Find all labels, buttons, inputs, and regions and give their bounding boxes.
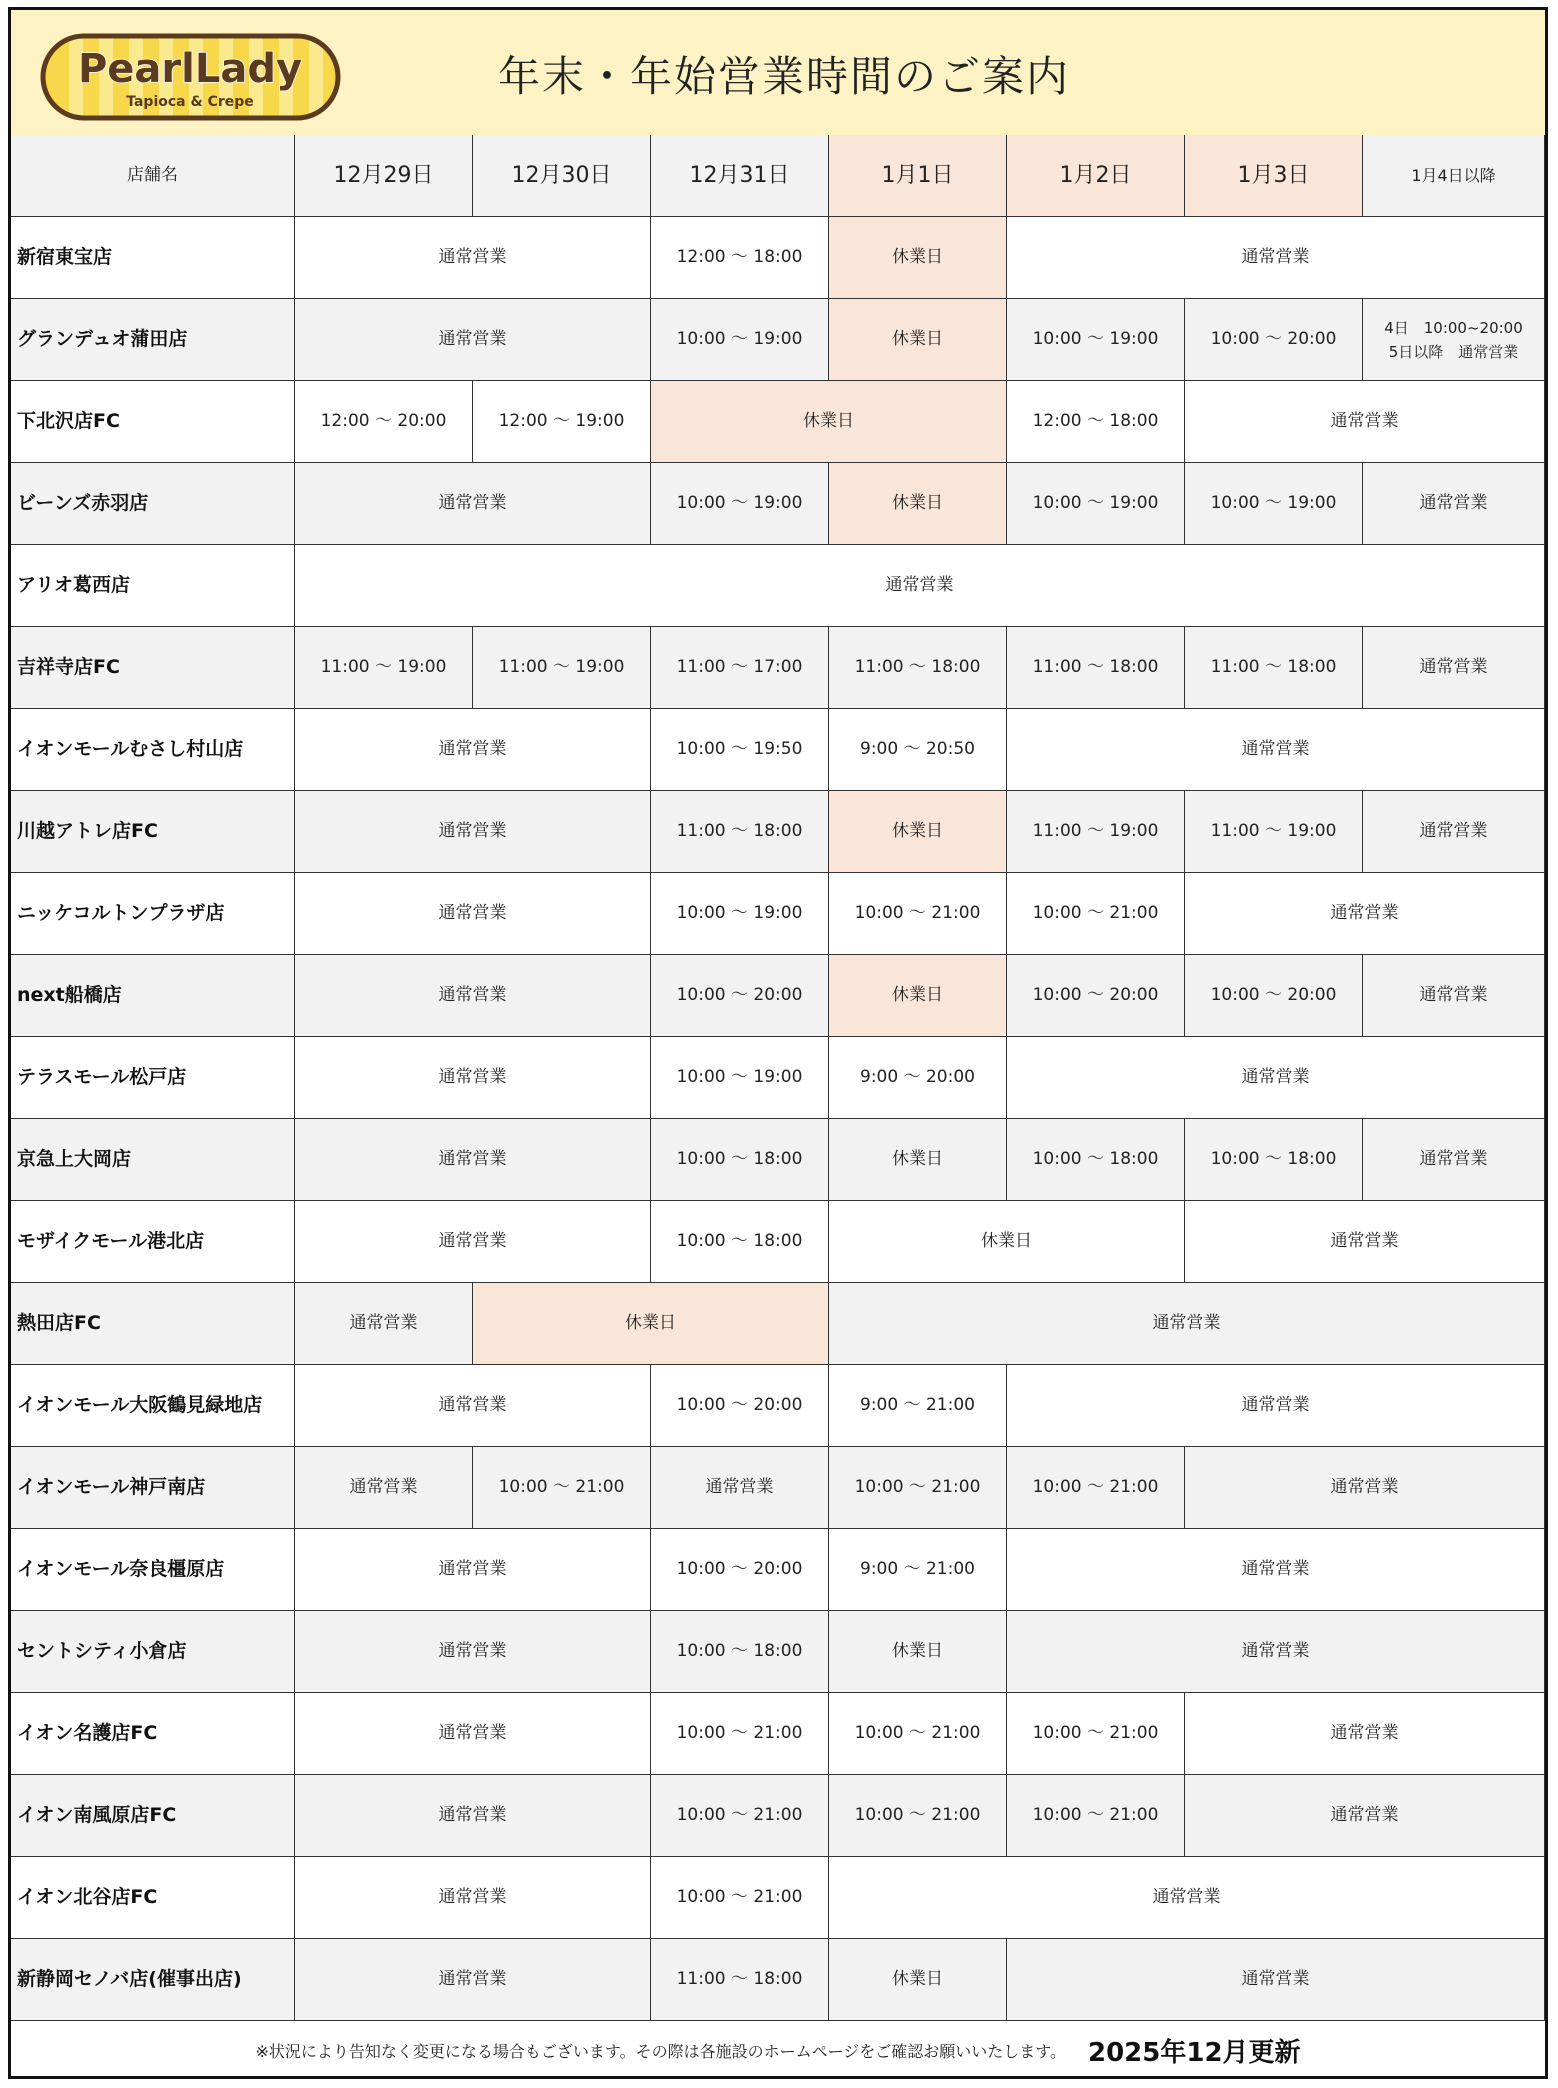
store-name: 新宿東宝店 [11, 217, 295, 299]
hours-cell: 通常営業 [829, 1283, 1545, 1365]
hours-cell: 通常営業 [1363, 463, 1545, 545]
hours-cell: 12:00 ～ 20:00 [295, 381, 473, 463]
closed-day-cell: 休業日 [829, 955, 1007, 1037]
hours-cell: 通常営業 [295, 299, 651, 381]
store-name: イオン名護店FC [11, 1693, 295, 1775]
pearl-lady-logo [39, 32, 342, 122]
hours-cell: 10:00 ～ 21:00 [651, 1857, 829, 1939]
hours-cell: 通常営業 [295, 1529, 651, 1611]
closed-day-cell: 休業日 [473, 1283, 829, 1365]
store-name: イオンモール奈良橿原店 [11, 1529, 295, 1611]
hours-cell: 9:00 ～ 21:00 [829, 1365, 1007, 1447]
hours-cell: 11:00 ～ 18:00 [1185, 627, 1363, 709]
hours-cell: 11:00 ～ 19:00 [1007, 791, 1185, 873]
closed-day-cell: 休業日 [651, 381, 1007, 463]
hours-cell: 12:00 ～ 18:00 [651, 217, 829, 299]
hours-cell: 通常営業 [295, 217, 651, 299]
column-header-date: 12月29日 [295, 135, 473, 217]
store-name: 京急上大岡店 [11, 1119, 295, 1201]
hours-cell: 通常営業 [1363, 955, 1545, 1037]
hours-cell: 通常営業 [1185, 381, 1545, 463]
hours-cell: 通常営業 [295, 1857, 651, 1939]
hours-cell: 10:00 ～ 20:00 [651, 955, 829, 1037]
hours-cell: 休業日 [829, 1119, 1007, 1201]
hours-cell: 通常営業 [1185, 873, 1545, 955]
hours-cell: 休業日 [829, 1611, 1007, 1693]
hours-cell: 通常営業 [295, 1283, 473, 1365]
hours-cell: 10:00 ～ 19:00 [651, 873, 829, 955]
hours-cell: 10:00 ～ 21:00 [651, 1775, 829, 1857]
column-header-store: 店舗名 [11, 135, 295, 217]
hours-cell: 通常営業 [1007, 1611, 1545, 1693]
hours-cell: 通常営業 [295, 791, 651, 873]
hours-cell: 通常営業 [295, 1939, 651, 2021]
store-name: ニッケコルトンプラザ店 [11, 873, 295, 955]
hours-cell: 通常営業 [295, 709, 651, 791]
hours-cell: 通常営業 [829, 1857, 1545, 1939]
hours-cell: 10:00 ～ 19:00 [651, 463, 829, 545]
hours-cell: 通常営業 [1007, 1529, 1545, 1611]
hours-cell: 通常営業 [1363, 1119, 1545, 1201]
hours-cell: 11:00 ～ 18:00 [1007, 627, 1185, 709]
hours-cell: 10:00 ～ 21:00 [651, 1693, 829, 1775]
hours-cell: 11:00 ～ 17:00 [651, 627, 829, 709]
hours-cell: 10:00 ～ 20:00 [651, 1365, 829, 1447]
store-name: 下北沢店FC [11, 381, 295, 463]
hours-cell: 12:00 ～ 19:00 [473, 381, 651, 463]
hours-cell: 11:00 ～ 18:00 [651, 1939, 829, 2021]
hours-cell: 10:00 ～ 20:00 [1007, 955, 1185, 1037]
hours-cell: 10:00 ～ 19:50 [651, 709, 829, 791]
hours-cell: 12:00 ～ 18:00 [1007, 381, 1185, 463]
footer-note: ※状況により告知なく変更になる場合もございます。その際は各施設のホームページをご確認お願いいたします。 [255, 2042, 1066, 2061]
schedule-sheet [8, 7, 1548, 2079]
hours-cell: 10:00 ～ 19:00 [1007, 299, 1185, 381]
store-name: モザイクモール港北店 [11, 1201, 295, 1283]
hours-cell: 休業日 [829, 1939, 1007, 2021]
hours-cell: 10:00 ～ 19:00 [1007, 463, 1185, 545]
hours-cell: 9:00 ～ 20:00 [829, 1037, 1007, 1119]
store-name: テラスモール松戸店 [11, 1037, 295, 1119]
hours-cell: 10:00 ～ 18:00 [651, 1611, 829, 1693]
hours-cell: 10:00 ～ 19:00 [651, 299, 829, 381]
store-name: イオンモール神戸南店 [11, 1447, 295, 1529]
hours-cell: 通常営業 [295, 1611, 651, 1693]
page-header [11, 10, 1545, 137]
hours-cell: 11:00 ～ 18:00 [829, 627, 1007, 709]
hours-cell: 11:00 ～ 18:00 [651, 791, 829, 873]
hours-cell: 通常営業 [1007, 1037, 1545, 1119]
hours-cell: 11:00 ～ 19:00 [473, 627, 651, 709]
store-name: イオンモール大阪鶴見緑地店 [11, 1365, 295, 1447]
column-header-date: 1月2日 [1007, 135, 1185, 217]
hours-cell: 10:00 ～ 18:00 [1185, 1119, 1363, 1201]
hours-cell: 10:00 ～ 21:00 [1007, 1775, 1185, 1857]
closed-day-cell: 休業日 [829, 791, 1007, 873]
hours-cell: 10:00 ～ 20:00 [1185, 955, 1363, 1037]
hours-cell: 10:00 ～ 18:00 [651, 1119, 829, 1201]
store-name: イオン北谷店FC [11, 1857, 295, 1939]
hours-cell: 通常営業 [1363, 791, 1545, 873]
hours-cell: 通常営業 [651, 1447, 829, 1529]
hours-cell: 通常営業 [295, 1201, 651, 1283]
hours-cell: 10:00 ～ 21:00 [1007, 873, 1185, 955]
hours-cell: 休業日 [829, 1201, 1185, 1283]
hours-cell: 9:00 ～ 21:00 [829, 1529, 1007, 1611]
hours-cell: 10:00 ～ 18:00 [1007, 1119, 1185, 1201]
hours-cell: 通常営業 [1007, 1365, 1545, 1447]
hours-cell: 通常営業 [1007, 709, 1545, 791]
store-name: ビーンズ赤羽店 [11, 463, 295, 545]
updated-date: 2025年12月更新 [1087, 2038, 1301, 2068]
hours-cell: 10:00 ～ 19:00 [1185, 463, 1363, 545]
column-header-date: 12月31日 [651, 135, 829, 217]
hours-cell [1363, 299, 1545, 381]
page-footer [11, 2025, 1545, 2076]
hours-line: 4日 10:00~20:00 [1384, 318, 1523, 337]
logo-text: PearlLady [77, 46, 303, 92]
store-name: イオン南風原店FC [11, 1775, 295, 1857]
hours-cell: 通常営業 [1007, 217, 1545, 299]
closed-day-cell: 休業日 [829, 463, 1007, 545]
column-header-date: 1月1日 [829, 135, 1007, 217]
hours-cell: 10:00 〜 18:00 [651, 1201, 829, 1283]
page-title: 年末・年始営業時間のご案内 [498, 52, 1071, 101]
hours-cell: 10:00 ～ 21:00 [473, 1447, 651, 1529]
hours-cell: 10:00 ～ 21:00 [829, 873, 1007, 955]
hours-cell: 通常営業 [295, 1775, 651, 1857]
hours-cell: 通常営業 [295, 1447, 473, 1529]
hours-cell: 通常営業 [295, 1693, 651, 1775]
store-name: グランデュオ蒲田店 [11, 299, 295, 381]
hours-cell: 通常営業 [295, 873, 651, 955]
hours-cell: 10:00 ～ 21:00 [829, 1447, 1007, 1529]
hours-cell: 10:00 ～ 21:00 [829, 1693, 1007, 1775]
column-header-date: 12月30日 [473, 135, 651, 217]
store-name: セントシティ小倉店 [11, 1611, 295, 1693]
hours-cell: 10:00 ～ 21:00 [829, 1775, 1007, 1857]
hours-cell: 通常営業 [1185, 1201, 1545, 1283]
hours-cell: 11:00 ～ 19:00 [1185, 791, 1363, 873]
hours-cell: 10:00 ～ 20:00 [651, 1529, 829, 1611]
hours-cell: 10:00 ～ 19:00 [651, 1037, 829, 1119]
store-name: 新静岡セノバ店(催事出店) [11, 1939, 295, 2021]
store-name: アリオ葛西店 [11, 545, 295, 627]
hours-cell: 通常営業 [1185, 1775, 1545, 1857]
logo-subtext: Tapioca & Crepe [126, 94, 254, 110]
store-name: イオンモールむさし村山店 [11, 709, 295, 791]
hours-cell: 10:00 ～ 20:00 [1185, 299, 1363, 381]
hours-cell: 10:00 ～ 21:00 [1007, 1693, 1185, 1775]
hours-cell: 通常営業 [1185, 1693, 1545, 1775]
hours-cell: 通常営業 [295, 545, 1545, 627]
hours-cell: 通常営業 [1185, 1447, 1545, 1529]
hours-cell: 通常営業 [295, 1119, 651, 1201]
store-name: 熱田店FC [11, 1283, 295, 1365]
closed-day-cell: 休業日 [829, 299, 1007, 381]
store-name: 吉祥寺店FC [11, 627, 295, 709]
closed-day-cell: 休業日 [829, 217, 1007, 299]
column-header-date: 1月3日 [1185, 135, 1363, 217]
hours-cell: 通常営業 [1363, 627, 1545, 709]
store-name: next船橋店 [11, 955, 295, 1037]
hours-cell: 通常営業 [295, 955, 651, 1037]
hours-cell: 9:00 ～ 20:50 [829, 709, 1007, 791]
hours-cell: 通常営業 [295, 1365, 651, 1447]
column-header-date: 1月4日以降 [1363, 135, 1545, 217]
hours-cell: 11:00 ～ 19:00 [295, 627, 473, 709]
hours-cell: 通常営業 [295, 463, 651, 545]
hours-cell: 10:00 ～ 21:00 [1007, 1447, 1185, 1529]
hours-cell: 通常営業 [1007, 1939, 1545, 2021]
store-name: 川越アトレ店FC [11, 791, 295, 873]
hours-cell: 通常営業 [295, 1037, 651, 1119]
hours-line: 5日以降 通常営業 [1388, 342, 1519, 361]
